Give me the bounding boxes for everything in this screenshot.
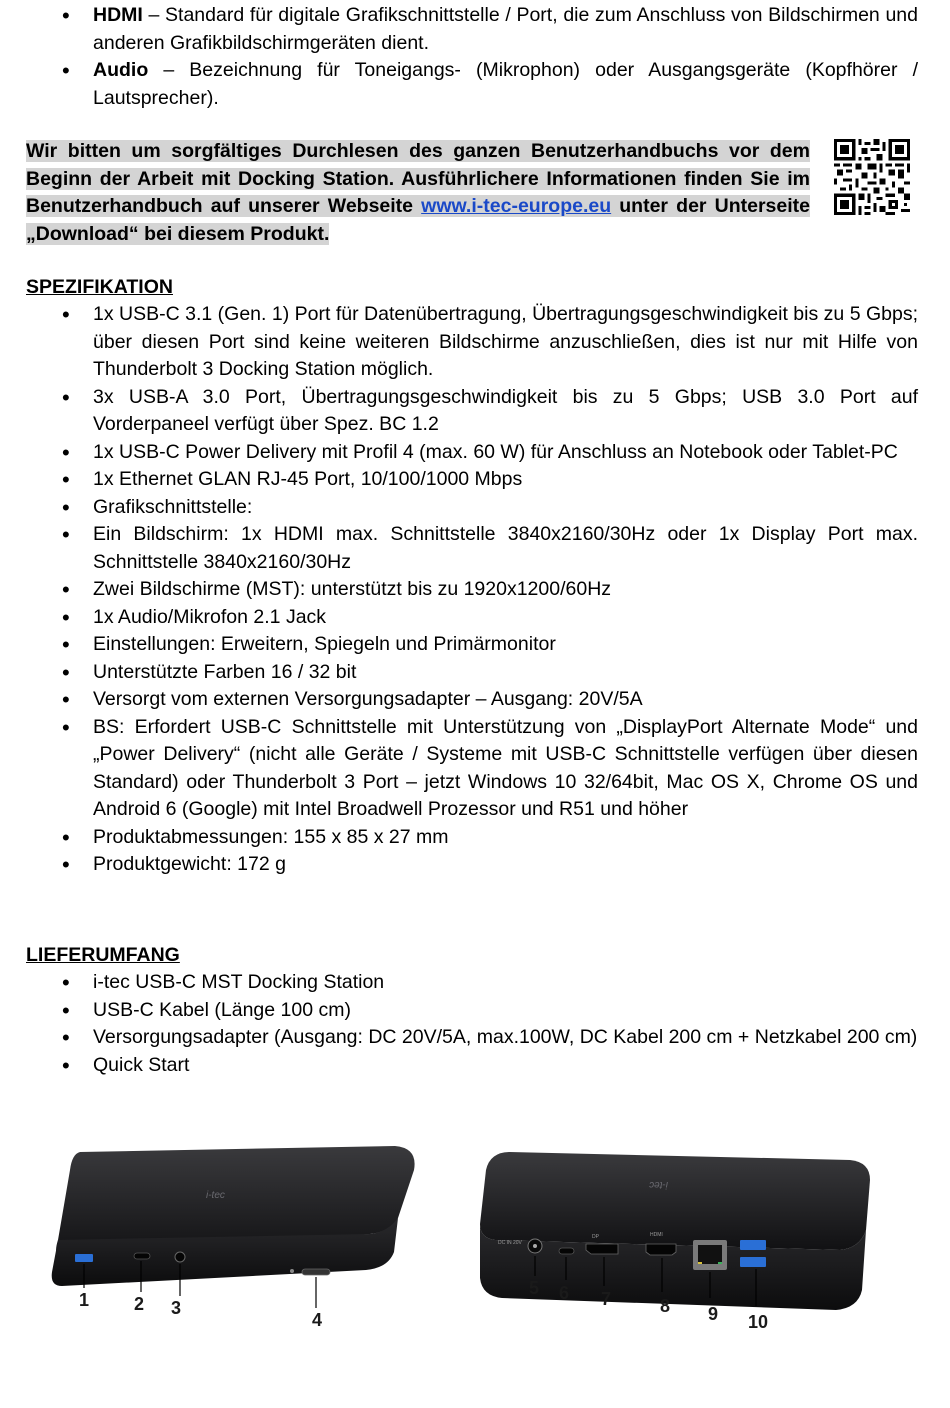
term-audio: Audio	[93, 59, 149, 81]
spec-item: • Produktgewicht: 172 g	[0, 851, 950, 879]
spec-item: • Einstellungen: Erweitern, Spiegeln und Primärmonitor	[0, 631, 950, 659]
notice-text-before: Wir bitten um sorgfältiges Durchlesen des ganzen Benutzerhandbuchs vor dem Beginn der Arbeit mit Docking Station. Ausführlichere Informationen finden Sie im Benutzerhandbuch auf unserer Webseite	[26, 140, 810, 217]
dc-in-text: DC IN 20V	[498, 1240, 522, 1246]
spec-item: • 3x USB-A 3.0 Port, Übertragungsgeschwindigkeit bis zu 5 Gbps; USB 3.0 Port auf Vorderpaneel verfügt über Spez. BC 1.2	[0, 384, 950, 439]
usb-a-port-icon	[75, 1254, 93, 1262]
spec-item: • Ein Bildschirm: 1x HDMI max. Schnittstelle 3840x2160/30Hz oder 1x Display Port max. Schnittstelle 3840x2160/30Hz	[0, 521, 950, 576]
label-10: 10	[747, 1312, 769, 1332]
spec-heading: SPEZIFIKATION	[26, 276, 173, 298]
label-6: 6	[558, 1283, 570, 1303]
power-led-icon	[290, 1269, 294, 1273]
spec-item: • Produktabmessungen: 155 x 85 x 27 mm	[0, 824, 950, 852]
scope-item: • i-tec USB-C MST Docking Station	[0, 969, 950, 997]
hdmi-text: HDMI	[650, 1232, 663, 1238]
qr-code-icon	[834, 139, 910, 215]
dock-rear-view	[480, 1152, 870, 1332]
spec-item: • 1x USB-C 3.1 (Gen. 1) Port für Datenübertragung, Übertragungsgeschwindigkeit bis zu 5 Gbps; über diesen Port sind keine weiteren Bildschirme anzuschließen, dies ist nur mit Hilfe von Thunderbolt 3 Docking Station möglich.	[0, 301, 950, 384]
scope-item: • USB-C Kabel (Länge 100 cm)	[0, 997, 950, 1025]
spec-item: • Unterstützte Farben 16 / 32 bit	[0, 659, 950, 687]
product-photos	[40, 1140, 920, 1340]
spec-item: • Zwei Bildschirme (MST): unterstützt bis zu 1920x1200/60Hz	[0, 576, 950, 604]
displayport-icon	[586, 1244, 618, 1254]
power-button-icon	[302, 1269, 330, 1275]
label-9: 9	[707, 1304, 719, 1324]
notice-text-after: unter der Unterseite „Download“ bei diesem Produkt.	[26, 195, 810, 245]
term-hdmi: HDMI	[93, 4, 143, 26]
label-5: 5	[528, 1278, 540, 1298]
spec-item: • Versorgt vom externen Versorgungsadapter – Ausgang: 20V/5A	[0, 686, 950, 714]
brand-logo-rear: i-tec	[649, 1179, 668, 1190]
dp-text: DP	[592, 1234, 599, 1240]
brand-logo-front: i-tec	[206, 1190, 225, 1201]
label-4: 4	[311, 1310, 323, 1330]
scope-heading: LIEFERUMFANG	[26, 944, 180, 966]
spec-item: • Grafikschnittstelle:	[0, 494, 950, 522]
label-7: 7	[600, 1289, 612, 1309]
website-link[interactable]: www.i-tec-europe.eu	[421, 195, 612, 217]
rear-usb-a-port-2-icon	[740, 1257, 766, 1267]
hdmi-port-icon	[646, 1244, 676, 1255]
definition-audio: – Bezeichnung für Toneigangs- (Mikrophon) oder Ausgangsgeräte (Kopfhörer / Lautsprecher).	[93, 59, 918, 109]
definition-hdmi: – Standard für digitale Grafikschnittstelle / Port, die zum Anschluss von Bildschirmen und anderen Grafikbildschirmgeräten dient.	[93, 4, 918, 54]
notice-highlight	[26, 140, 810, 245]
label-1: 1	[78, 1290, 90, 1310]
scope-item: • Versorgungsadapter (Ausgang: DC 20V/5A, max.100W, DC Kabel 200 cm + Netzkabel 200 cm)	[0, 1024, 950, 1052]
manual-notice	[26, 138, 810, 248]
spec-item: • 1x Ethernet GLAN RJ-45 Port, 10/100/1000 Mbps	[0, 466, 950, 494]
label-8: 8	[659, 1296, 671, 1316]
usb-c-port-icon	[134, 1253, 150, 1259]
spec-section	[0, 301, 950, 879]
intro-item-audio	[0, 57, 950, 112]
rear-usb-a-port-1-icon	[740, 1240, 766, 1250]
scope-item: • Quick Start	[0, 1052, 950, 1080]
intro-definitions	[0, 2, 950, 112]
spec-item: • 1x USB-C Power Delivery mit Profil 4 (max. 60 W) für Anschluss an Notebook oder Tablet-PC	[0, 439, 950, 467]
spec-item: • BS: Erfordert USB-C Schnittstelle mit Unterstützung von „DisplayPort Alternate Mode“ und „Power Delivery“ (nicht alle Geräte / Systeme mit USB-C Schnittstelle verfügen über diesen Standard) oder Thunderbolt 3 Port – jetzt Windows 10 32/64bit, Mac OS X, Chrome OS und Android 6 (Google) mit Intel Broadwell Prozessor und R51 und höher	[0, 714, 950, 824]
dock-front-view	[52, 1146, 415, 1330]
label-2: 2	[133, 1294, 145, 1314]
rear-usb-c-port-icon	[559, 1248, 574, 1254]
label-3: 3	[170, 1298, 182, 1318]
scope-section	[0, 969, 950, 1079]
intro-item-hdmi	[0, 2, 950, 57]
spec-item: • 1x Audio/Mikrofon 2.1 Jack	[0, 604, 950, 632]
audio-jack-icon	[175, 1252, 185, 1262]
